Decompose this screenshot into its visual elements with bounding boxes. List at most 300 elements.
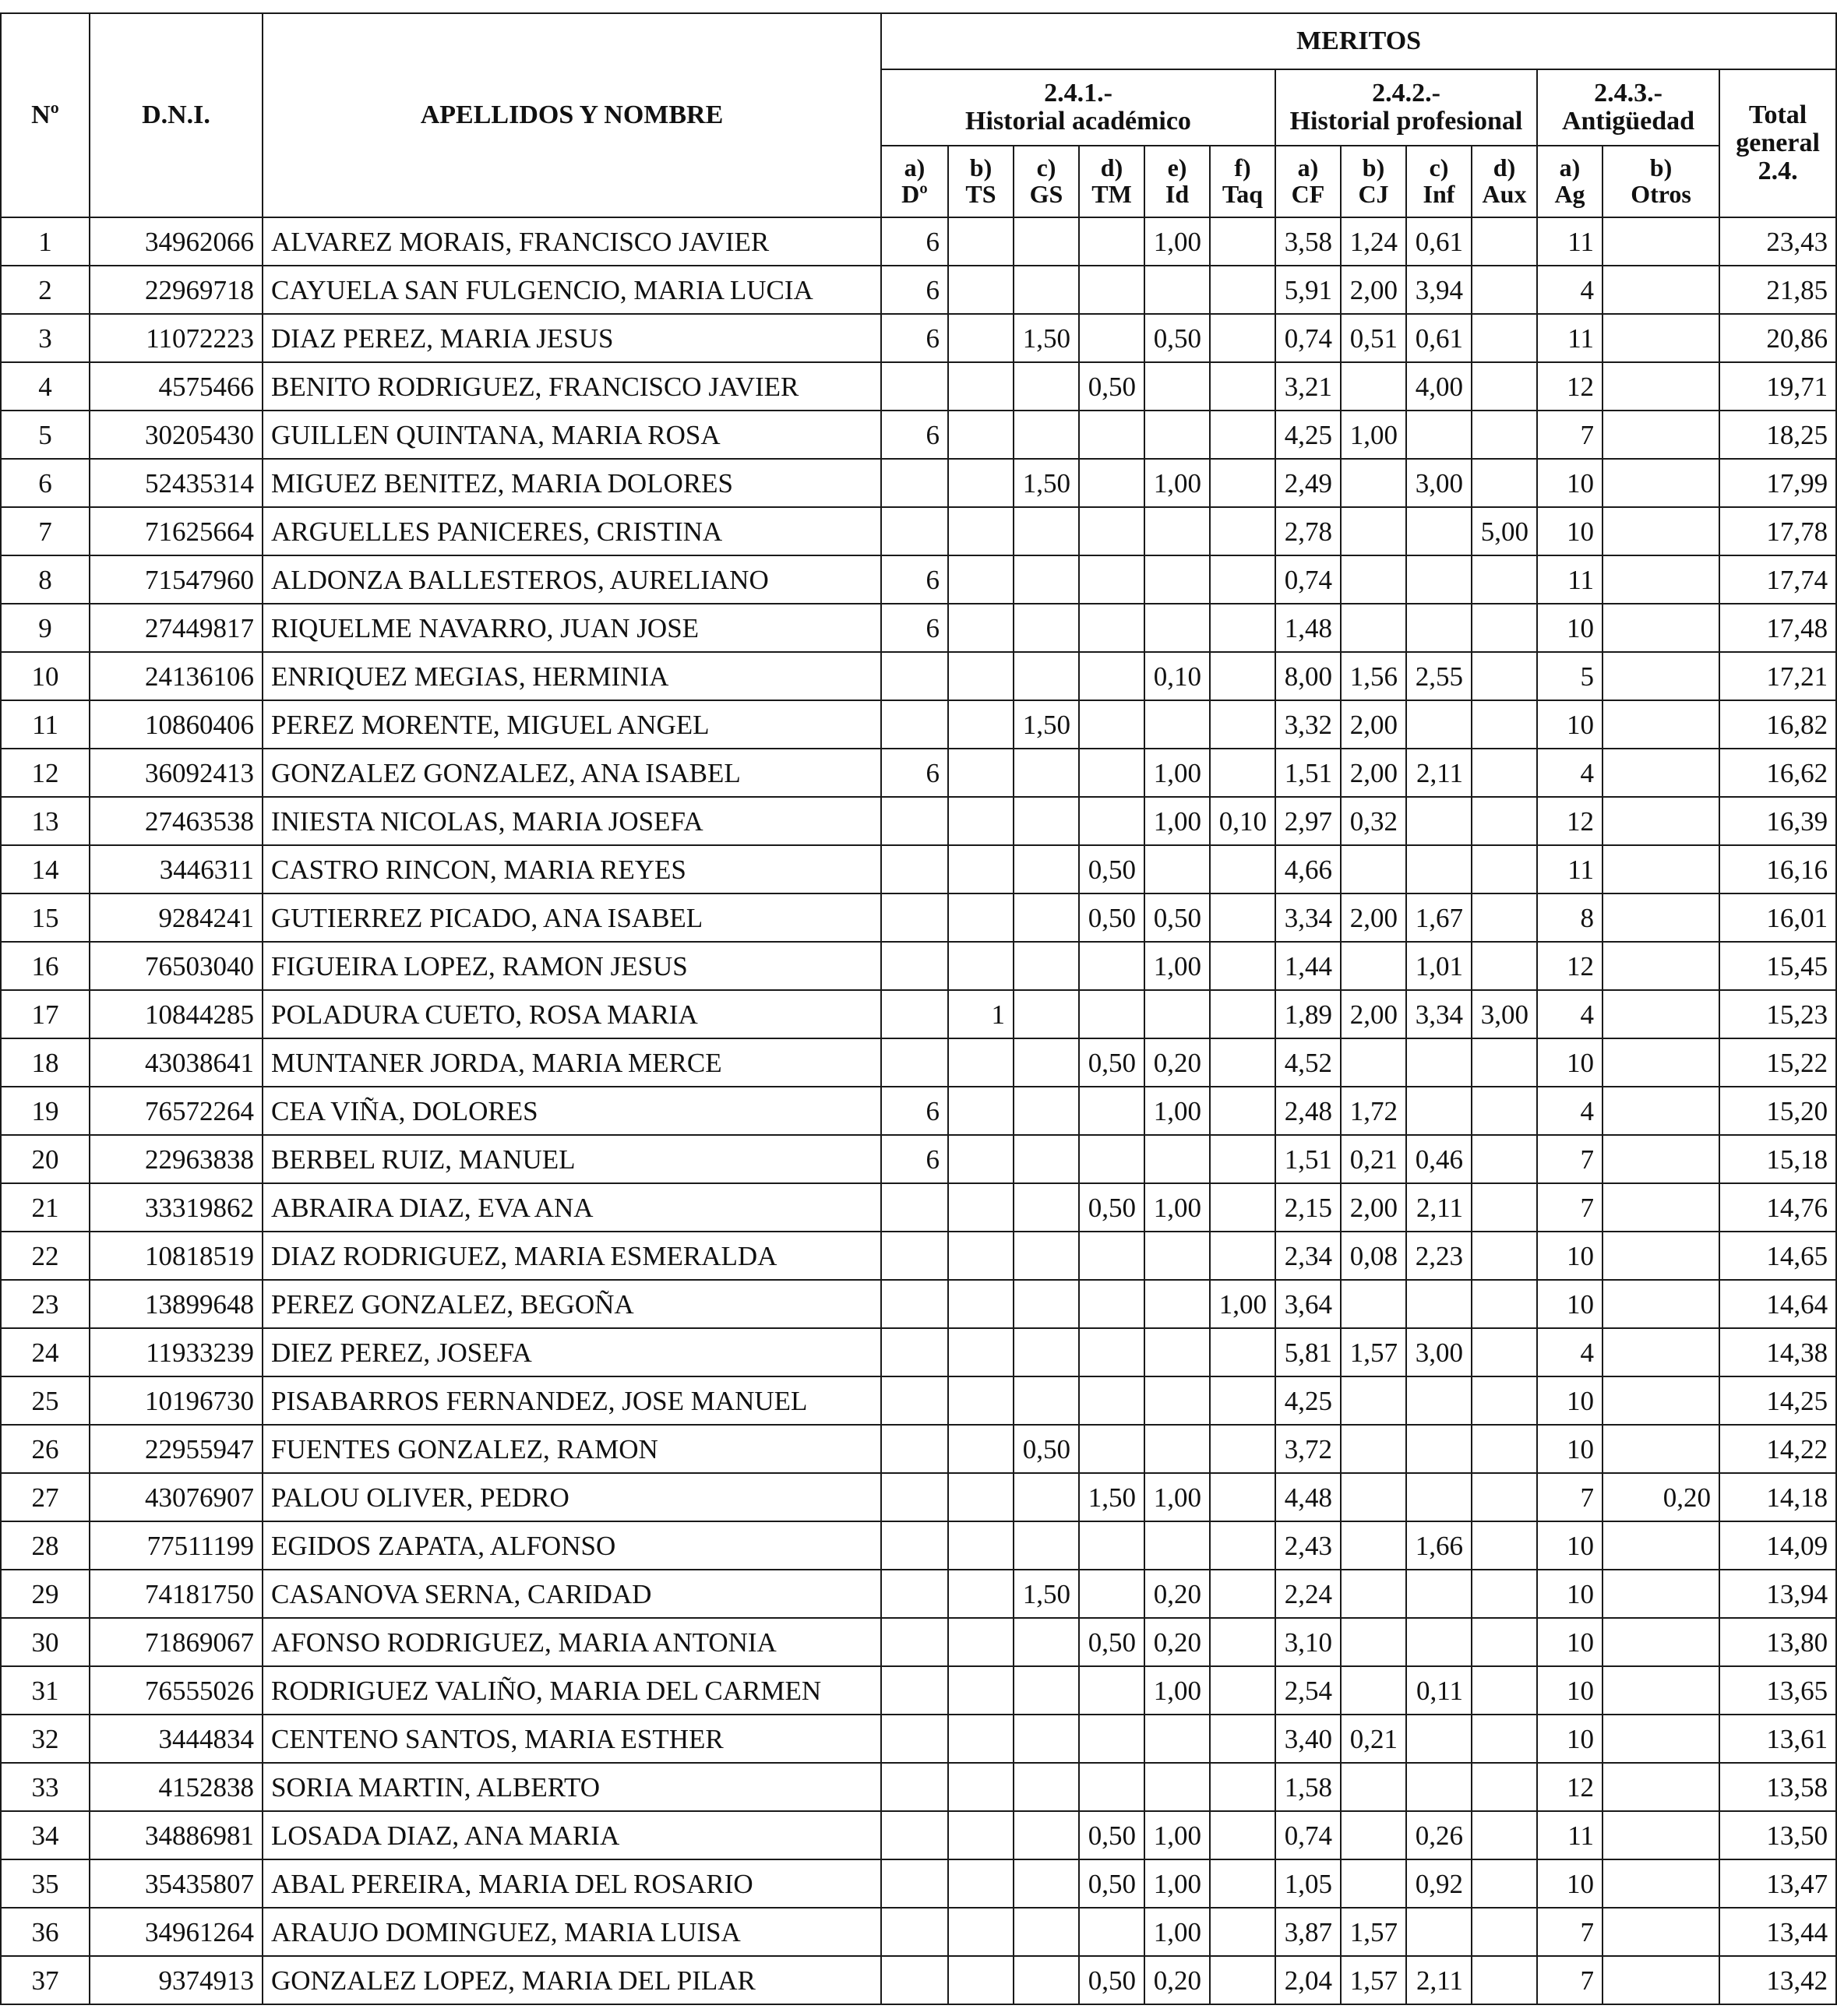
row-name: PALOU OLIVER, PEDRO: [263, 1473, 881, 1521]
header-historial-academico: [881, 69, 1275, 146]
row-number: 20: [1, 1135, 90, 1183]
row-merit-value: 7: [1537, 1908, 1603, 1956]
row-name: BERBEL RUIZ, MANUEL: [263, 1135, 881, 1183]
subheader-cell: [1014, 146, 1079, 217]
row-number: 7: [1, 507, 90, 555]
row-merit-value: [948, 845, 1014, 893]
row-number: 37: [1, 1956, 90, 2004]
row-merit-value: 1,89: [1275, 990, 1341, 1038]
row-merit-value: [1014, 507, 1079, 555]
row-name: CEA VIÑA, DOLORES: [263, 1087, 881, 1135]
row-merit-value: 12: [1537, 1763, 1603, 1811]
row-merit-value: 4,66: [1275, 845, 1341, 893]
row-name: CENTENO SANTOS, MARIA ESTHER: [263, 1715, 881, 1763]
row-total: 17,48: [1719, 604, 1836, 652]
group2-name: Historial profesional: [1289, 107, 1523, 136]
row-total: 13,61: [1719, 1715, 1836, 1763]
row-merit-value: [881, 1859, 948, 1908]
row-merit-value: 2,48: [1275, 1087, 1341, 1135]
subheader-letter: b): [969, 153, 993, 182]
row-total: 14,25: [1719, 1376, 1836, 1425]
row-merit-value: [1472, 1618, 1537, 1666]
row-merit-value: [948, 507, 1014, 555]
row-number: 15: [1, 893, 90, 942]
row-name: MIGUEZ BENITEZ, MARIA DOLORES: [263, 459, 881, 507]
row-merit-value: [1603, 1328, 1719, 1376]
row-dni: 10196730: [90, 1376, 263, 1425]
subheader-letter: a): [904, 153, 926, 182]
row-merit-value: 1,00: [1144, 1859, 1210, 1908]
subheader-cell: [1210, 146, 1275, 217]
row-dni: 9374913: [90, 1956, 263, 2004]
row-name: SORIA MARTIN, ALBERTO: [263, 1763, 881, 1811]
table-row: [1, 1859, 1836, 1908]
row-merit-value: 3,87: [1275, 1908, 1341, 1956]
row-merit-value: [1341, 1425, 1406, 1473]
row-merit-value: 3,21: [1275, 362, 1341, 411]
row-total: 15,22: [1719, 1038, 1836, 1087]
row-total: 13,42: [1719, 1956, 1836, 2004]
header-antiguedad: [1537, 69, 1719, 146]
row-merit-value: 0,32: [1341, 797, 1406, 845]
table-row: [1, 1183, 1836, 1232]
row-merit-value: [1603, 990, 1719, 1038]
row-name: INIESTA NICOLAS, MARIA JOSEFA: [263, 797, 881, 845]
row-name: ARAUJO DOMINGUEZ, MARIA LUISA: [263, 1908, 881, 1956]
row-total: 13,58: [1719, 1763, 1836, 1811]
row-merit-value: [1406, 1570, 1472, 1618]
row-merit-value: [1603, 1521, 1719, 1570]
row-merit-value: [948, 1328, 1014, 1376]
row-merit-value: [1603, 1618, 1719, 1666]
table-row: [1, 1135, 1836, 1183]
row-dni: 76572264: [90, 1087, 263, 1135]
row-merit-value: [1472, 893, 1537, 942]
row-merit-value: 1,50: [1014, 314, 1079, 362]
row-dni: 22969718: [90, 266, 263, 314]
table-row: [1, 797, 1836, 845]
row-merit-value: [1210, 217, 1275, 266]
row-total: 16,82: [1719, 700, 1836, 749]
row-merit-value: 4: [1537, 1087, 1603, 1135]
row-merit-value: [1341, 1473, 1406, 1521]
row-merit-value: 1,00: [1210, 1280, 1275, 1328]
row-merit-value: [1144, 604, 1210, 652]
row-merit-value: 11: [1537, 845, 1603, 893]
row-merit-value: 1,48: [1275, 604, 1341, 652]
row-merit-value: 3,58: [1275, 217, 1341, 266]
row-merit-value: [1079, 797, 1144, 845]
row-merit-value: [1210, 1521, 1275, 1570]
row-name: DIAZ PEREZ, MARIA JESUS: [263, 314, 881, 362]
row-total: 14,22: [1719, 1425, 1836, 1473]
row-merit-value: [948, 1570, 1014, 1618]
row-merit-value: [1603, 1715, 1719, 1763]
row-total: 13,94: [1719, 1570, 1836, 1618]
row-dni: 52435314: [90, 459, 263, 507]
row-merit-value: [1406, 797, 1472, 845]
row-number: 33: [1, 1763, 90, 1811]
row-name: ALDONZA BALLESTEROS, AURELIANO: [263, 555, 881, 604]
row-merit-value: [1603, 1038, 1719, 1087]
row-merit-value: 0,50: [1079, 1956, 1144, 2004]
subheader-cell: [1537, 146, 1603, 217]
row-merit-value: [1210, 1376, 1275, 1425]
row-merit-value: [1079, 1763, 1144, 1811]
row-merit-value: [1144, 1328, 1210, 1376]
table-row: [1, 1521, 1836, 1570]
row-merit-value: 4,00: [1406, 362, 1472, 411]
row-merit-value: 10: [1537, 1425, 1603, 1473]
row-merit-value: [1079, 1087, 1144, 1135]
group2-code: 2.4.2.-: [1372, 79, 1440, 108]
row-merit-value: [1603, 1956, 1719, 2004]
row-merit-value: [1603, 1425, 1719, 1473]
row-merit-value: 7: [1537, 1183, 1603, 1232]
table-body: [1, 217, 1836, 2004]
row-merit-value: [1603, 604, 1719, 652]
row-merit-value: 6: [881, 749, 948, 797]
row-merit-value: 0,74: [1275, 1811, 1341, 1859]
row-total: 13,50: [1719, 1811, 1836, 1859]
row-merit-value: 3,94: [1406, 266, 1472, 314]
table-row: [1, 314, 1836, 362]
row-merit-value: [948, 1232, 1014, 1280]
table-row: [1, 1425, 1836, 1473]
row-merit-value: [1472, 411, 1537, 459]
row-merit-value: [881, 893, 948, 942]
table-row: [1, 1280, 1836, 1328]
row-merit-value: [881, 1521, 948, 1570]
group3-name: Antigüedad: [1561, 107, 1695, 136]
row-merit-value: 11: [1537, 1811, 1603, 1859]
row-dni: 35435807: [90, 1859, 263, 1908]
row-merit-value: [1014, 1135, 1079, 1183]
row-merit-value: [1472, 1183, 1537, 1232]
row-merit-value: [948, 1087, 1014, 1135]
row-merit-value: 1,00: [1144, 1473, 1210, 1521]
row-number: 10: [1, 652, 90, 700]
row-merit-value: 0,21: [1341, 1135, 1406, 1183]
row-merit-value: [1210, 362, 1275, 411]
row-merit-value: 0,51: [1341, 314, 1406, 362]
row-merit-value: [948, 1473, 1014, 1521]
row-merit-value: [1014, 893, 1079, 942]
row-merit-value: 1,57: [1341, 1908, 1406, 1956]
table-row: [1, 1328, 1836, 1376]
subheader-abbr: TS: [965, 180, 996, 208]
row-merit-value: 3,34: [1406, 990, 1472, 1038]
row-merit-value: [1144, 845, 1210, 893]
row-merit-value: [1406, 1425, 1472, 1473]
row-number: 14: [1, 845, 90, 893]
row-merit-value: 0,50: [1079, 845, 1144, 893]
row-merit-value: [881, 1183, 948, 1232]
row-merit-value: [1014, 1038, 1079, 1087]
row-merit-value: [1014, 845, 1079, 893]
row-merit-value: 7: [1537, 1473, 1603, 1521]
header-num: Nº: [1, 13, 90, 217]
table-row: [1, 700, 1836, 749]
row-merit-value: [1079, 1666, 1144, 1715]
subheader-cell: [1603, 146, 1719, 217]
row-dni: 3444834: [90, 1715, 263, 1763]
row-merit-value: [881, 1908, 948, 1956]
row-merit-value: 0,20: [1144, 1618, 1210, 1666]
row-merit-value: [1210, 652, 1275, 700]
row-total: 16,16: [1719, 845, 1836, 893]
row-total: 17,21: [1719, 652, 1836, 700]
row-merit-value: [1210, 1183, 1275, 1232]
subheader-abbr: Id: [1165, 180, 1190, 208]
row-name: FIGUEIRA LOPEZ, RAMON JESUS: [263, 942, 881, 990]
row-number: 18: [1, 1038, 90, 1087]
row-dni: 36092413: [90, 749, 263, 797]
row-merit-value: 2,43: [1275, 1521, 1341, 1570]
subheader-cell: [1472, 146, 1537, 217]
row-merit-value: 6: [881, 1135, 948, 1183]
row-merit-value: [1603, 459, 1719, 507]
row-merit-value: [1603, 1232, 1719, 1280]
row-merit-value: [948, 314, 1014, 362]
row-total: 14,65: [1719, 1232, 1836, 1280]
row-merit-value: [1014, 1763, 1079, 1811]
row-dni: 22955947: [90, 1425, 263, 1473]
row-merit-value: [1014, 411, 1079, 459]
row-name: GONZALEZ LOPEZ, MARIA DEL PILAR: [263, 1956, 881, 2004]
row-merit-value: 2,00: [1341, 990, 1406, 1038]
row-merit-value: [948, 362, 1014, 411]
row-merit-value: 4,25: [1275, 411, 1341, 459]
row-merit-value: 4,25: [1275, 1376, 1341, 1425]
row-merit-value: [1079, 700, 1144, 749]
row-merit-value: 1,24: [1341, 217, 1406, 266]
row-merit-value: [881, 1715, 948, 1763]
row-merit-value: 3,32: [1275, 700, 1341, 749]
table-row: [1, 507, 1836, 555]
row-merit-value: [1014, 990, 1079, 1038]
row-merit-value: [1406, 1715, 1472, 1763]
row-dni: 27449817: [90, 604, 263, 652]
row-merit-value: [1210, 1763, 1275, 1811]
row-merit-value: [1014, 266, 1079, 314]
row-merit-value: [1079, 459, 1144, 507]
row-merit-value: 8,00: [1275, 652, 1341, 700]
row-merit-value: [1603, 362, 1719, 411]
row-number: 25: [1, 1376, 90, 1425]
row-total: 13,65: [1719, 1666, 1836, 1715]
row-merit-value: [948, 555, 1014, 604]
row-merit-value: 2,78: [1275, 507, 1341, 555]
row-merit-value: [881, 700, 948, 749]
row-merit-value: [1079, 507, 1144, 555]
row-merit-value: [881, 1232, 948, 1280]
row-merit-value: [1210, 266, 1275, 314]
row-merit-value: 0,50: [1079, 1859, 1144, 1908]
row-merit-value: [948, 942, 1014, 990]
row-dni: 4152838: [90, 1763, 263, 1811]
row-merit-value: [1406, 604, 1472, 652]
row-merit-value: [1472, 1473, 1537, 1521]
subheader-letter: d): [1493, 153, 1516, 182]
row-merit-value: [1079, 1425, 1144, 1473]
row-number: 2: [1, 266, 90, 314]
row-merit-value: [1603, 1280, 1719, 1328]
row-merit-value: 3,72: [1275, 1425, 1341, 1473]
table-row: [1, 1570, 1836, 1618]
subheader-cell: [948, 146, 1014, 217]
row-total: 19,71: [1719, 362, 1836, 411]
row-merit-value: [1472, 1908, 1537, 1956]
row-merit-value: [1472, 652, 1537, 700]
row-merit-value: [1603, 411, 1719, 459]
row-merit-value: [1014, 555, 1079, 604]
row-merit-value: [881, 797, 948, 845]
row-merit-value: [1014, 1473, 1079, 1521]
row-merit-value: [1014, 1376, 1079, 1425]
row-merit-value: [1603, 1908, 1719, 1956]
row-merit-value: [948, 1135, 1014, 1183]
row-merit-value: [948, 1908, 1014, 1956]
row-merit-value: 1,51: [1275, 1135, 1341, 1183]
row-merit-value: [948, 1811, 1014, 1859]
row-merit-value: 6: [881, 314, 948, 362]
row-merit-value: [1144, 507, 1210, 555]
row-number: 4: [1, 362, 90, 411]
row-merit-value: [1406, 1473, 1472, 1521]
row-merit-value: [1210, 1135, 1275, 1183]
subheader-letter: c): [1036, 153, 1056, 182]
row-merit-value: 5: [1537, 652, 1603, 700]
row-merit-value: 1,05: [1275, 1859, 1341, 1908]
row-merit-value: [1603, 1087, 1719, 1135]
row-merit-value: [881, 1811, 948, 1859]
row-merit-value: 2,04: [1275, 1956, 1341, 2004]
subheader-cell: [1144, 146, 1210, 217]
row-name: PISABARROS FERNANDEZ, JOSE MANUEL: [263, 1376, 881, 1425]
row-merit-value: [1341, 1763, 1406, 1811]
row-merit-value: [1210, 411, 1275, 459]
row-merit-value: 10: [1537, 1715, 1603, 1763]
row-merit-value: 6: [881, 555, 948, 604]
row-merit-value: 6: [881, 217, 948, 266]
row-merit-value: [1603, 1666, 1719, 1715]
row-merit-value: [1014, 217, 1079, 266]
row-merit-value: 0,74: [1275, 314, 1341, 362]
row-name: AFONSO RODRIGUEZ, MARIA ANTONIA: [263, 1618, 881, 1666]
row-merit-value: [1079, 1376, 1144, 1425]
subheader-abbr: Dº: [901, 180, 928, 208]
row-dni: 30205430: [90, 411, 263, 459]
row-merit-value: 6: [881, 266, 948, 314]
row-merit-value: [1406, 1618, 1472, 1666]
row-merit-value: 1,50: [1014, 459, 1079, 507]
row-merit-value: [1079, 990, 1144, 1038]
row-merit-value: [1079, 1280, 1144, 1328]
table-row: [1, 604, 1836, 652]
row-merit-value: 0,50: [1144, 893, 1210, 942]
row-number: 27: [1, 1473, 90, 1521]
row-merit-value: [1472, 1087, 1537, 1135]
row-merit-value: [1144, 555, 1210, 604]
row-merit-value: [1472, 1570, 1537, 1618]
row-merit-value: 5,81: [1275, 1328, 1341, 1376]
row-merit-value: 4,52: [1275, 1038, 1341, 1087]
row-merit-value: [1210, 1570, 1275, 1618]
row-number: 24: [1, 1328, 90, 1376]
row-merit-value: 10: [1537, 1280, 1603, 1328]
row-merit-value: 2,24: [1275, 1570, 1341, 1618]
row-merit-value: [1472, 1763, 1537, 1811]
table-row: [1, 1087, 1836, 1135]
row-merit-value: 0,20: [1603, 1473, 1719, 1521]
row-merit-value: [1472, 1666, 1537, 1715]
row-merit-value: [1472, 266, 1537, 314]
row-merit-value: [1603, 266, 1719, 314]
row-dni: 74181750: [90, 1570, 263, 1618]
subheader-abbr: Otros: [1631, 180, 1691, 208]
subheader-abbr: Taq: [1222, 180, 1264, 208]
row-merit-value: [1144, 1521, 1210, 1570]
row-dni: 10844285: [90, 990, 263, 1038]
row-merit-value: 1,00: [1341, 411, 1406, 459]
row-merit-value: 0,50: [1079, 362, 1144, 411]
row-merit-value: [1341, 1666, 1406, 1715]
row-merit-value: [1079, 314, 1144, 362]
row-name: GUTIERREZ PICADO, ANA ISABEL: [263, 893, 881, 942]
row-total: 13,44: [1719, 1908, 1836, 1956]
row-merit-value: 10: [1537, 1618, 1603, 1666]
row-merit-value: [1144, 1763, 1210, 1811]
row-merit-value: [1210, 845, 1275, 893]
row-merit-value: 10: [1537, 604, 1603, 652]
row-merit-value: [948, 1038, 1014, 1087]
row-merit-value: [1472, 1135, 1537, 1183]
row-total: 17,99: [1719, 459, 1836, 507]
table-row: [1, 990, 1836, 1038]
row-name: GUILLEN QUINTANA, MARIA ROSA: [263, 411, 881, 459]
row-merit-value: [948, 749, 1014, 797]
row-name: ABAL PEREIRA, MARIA DEL ROSARIO: [263, 1859, 881, 1908]
row-merit-value: 2,34: [1275, 1232, 1341, 1280]
row-merit-value: [948, 1280, 1014, 1328]
meritos-table: [0, 12, 1837, 2005]
row-merit-value: [1014, 1859, 1079, 1908]
row-number: 5: [1, 411, 90, 459]
row-total: 14,18: [1719, 1473, 1836, 1521]
row-merit-value: 10: [1537, 507, 1603, 555]
table-row: [1, 1618, 1836, 1666]
row-dni: 9284241: [90, 893, 263, 942]
row-merit-value: 0,50: [1014, 1425, 1079, 1473]
row-merit-value: [1603, 217, 1719, 266]
row-name: BENITO RODRIGUEZ, FRANCISCO JAVIER: [263, 362, 881, 411]
row-merit-value: [881, 1666, 948, 1715]
row-merit-value: [1472, 217, 1537, 266]
row-merit-value: [1341, 604, 1406, 652]
row-number: 16: [1, 942, 90, 990]
row-merit-value: 0,50: [1079, 1618, 1144, 1666]
row-merit-value: 2,15: [1275, 1183, 1341, 1232]
row-merit-value: [1341, 459, 1406, 507]
total-label-3: 2.4.: [1758, 156, 1798, 185]
row-name: PEREZ MORENTE, MIGUEL ANGEL: [263, 700, 881, 749]
row-merit-value: [1603, 1135, 1719, 1183]
header-total-general: [1719, 69, 1836, 217]
row-merit-value: 0,61: [1406, 217, 1472, 266]
row-merit-value: 10: [1537, 1038, 1603, 1087]
row-merit-value: 7: [1537, 1135, 1603, 1183]
